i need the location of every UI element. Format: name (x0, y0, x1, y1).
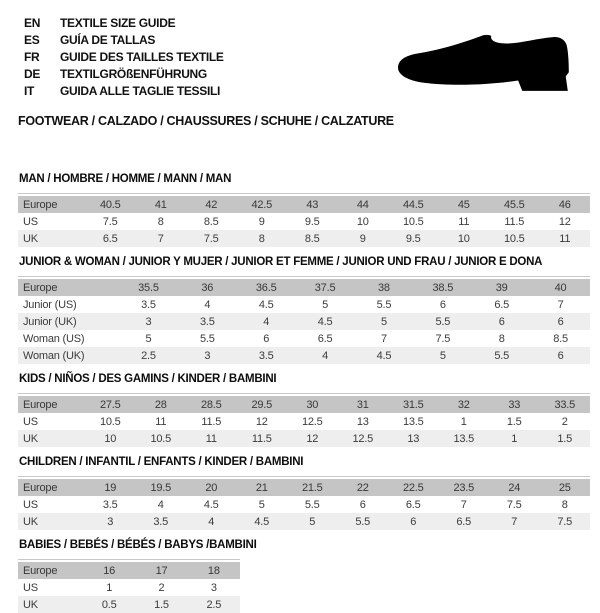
size-cell: 8 (561, 498, 568, 511)
section-title: MAN / HOMBRE / HOMME / MANN / MAN (19, 173, 232, 185)
size-cell: 1.5 (154, 598, 169, 611)
table-row (18, 496, 590, 513)
size-cell: 3 (210, 581, 217, 594)
size-cell: 5.5 (199, 332, 215, 345)
size-cell: 30 (306, 398, 319, 411)
size-cell: 33.5 (554, 398, 576, 411)
size-cell: 7 (557, 298, 564, 311)
size-cell: 1 (106, 581, 113, 594)
row-label: US (23, 215, 38, 228)
size-cell: 22.5 (402, 481, 424, 494)
language-code: EN (24, 16, 41, 30)
size-cell: 1.5 (557, 432, 573, 445)
row-label: Europe (23, 198, 58, 211)
size-cell: 13.5 (453, 432, 475, 445)
language-title: GUÍA DE TALLAS (60, 33, 156, 47)
size-cell: 1 (460, 415, 467, 428)
size-cell: 13.5 (402, 415, 424, 428)
row-label: US (23, 581, 38, 594)
language-code: FR (24, 50, 40, 64)
size-cell: 1.5 (506, 415, 522, 428)
size-cell: 44 (356, 198, 369, 211)
size-table-junior-woman (18, 279, 590, 364)
size-cell: 4.5 (317, 315, 333, 328)
size-cell: 11.5 (201, 415, 222, 428)
size-cell: 16 (103, 564, 116, 577)
size-cell: 21.5 (301, 481, 323, 494)
size-cell: 6 (359, 498, 366, 511)
size-cell: 41 (154, 198, 167, 211)
size-cell: 5.5 (376, 298, 392, 311)
table-row (18, 196, 590, 213)
size-table-babies (18, 562, 240, 613)
table-top-rule (18, 476, 590, 477)
section-children (18, 455, 590, 530)
size-cell: 39 (495, 281, 508, 294)
size-cell: 45.5 (503, 198, 525, 211)
size-cell: 4 (263, 315, 270, 328)
size-cell: 3 (145, 315, 152, 328)
size-cell: 7 (380, 332, 387, 345)
row-label: US (23, 498, 38, 511)
category-line: FOOTWEAR / CALZADO / CHAUSSURES / SCHUHE / CALZATURE (18, 114, 394, 128)
size-cell: 1 (511, 432, 518, 445)
table-row (18, 579, 240, 596)
size-cell: 10.5 (99, 415, 121, 428)
size-cell: 12.5 (301, 415, 323, 428)
size-cell: 6.5 (494, 298, 510, 311)
section-kids (18, 372, 590, 447)
size-cell: 17 (155, 564, 168, 577)
size-cell: 19 (104, 481, 117, 494)
size-cell: 2 (158, 581, 165, 594)
row-label: UK (23, 232, 38, 245)
size-cell: 35.5 (138, 281, 159, 294)
size-cell: 33 (508, 398, 521, 411)
table-row (18, 596, 240, 613)
size-cell: 7.5 (435, 332, 451, 345)
size-cell: 9.5 (304, 215, 320, 228)
size-cell: 13 (407, 432, 420, 445)
size-cell: 44.5 (402, 198, 424, 211)
size-cell: 4 (208, 515, 215, 528)
size-cell: 45 (457, 198, 470, 211)
section-title: JUNIOR & WOMAN / JUNIOR Y MUJER / JUNIOR ET FEMME / JUNIOR UND FRAU / JUNIOR E DONA (19, 256, 543, 268)
size-table-children (18, 479, 590, 530)
table-top-rule (18, 393, 590, 394)
table-row (18, 213, 590, 230)
size-cell: 28 (154, 398, 167, 411)
size-cell: 5 (322, 298, 329, 311)
size-cell: 18 (207, 564, 220, 577)
section-junior-woman (18, 255, 590, 364)
size-cell: 10 (457, 232, 470, 245)
size-cell: 6.5 (317, 332, 333, 345)
size-cell: 24 (508, 481, 521, 494)
dress-shoe-icon (394, 30, 574, 98)
size-cell: 46 (558, 198, 571, 211)
row-label: Woman (US) (23, 332, 85, 345)
size-cell: 10.5 (402, 215, 424, 228)
size-cell: 12 (558, 215, 571, 228)
size-cell: 7 (157, 232, 164, 245)
size-cell: 5.5 (435, 315, 451, 328)
table-top-rule (18, 276, 590, 277)
row-label: UK (23, 598, 38, 611)
size-cell: 42.5 (251, 198, 273, 211)
size-cell: 6 (557, 315, 564, 328)
size-cell: 32 (457, 398, 470, 411)
section-title: KIDS / NIÑOS / DES GAMINS / KINDER / BAMBINI (19, 373, 277, 385)
size-cell: 22 (356, 481, 369, 494)
size-table-man (18, 196, 590, 247)
size-cell: 12 (255, 415, 268, 428)
language-code: IT (24, 84, 35, 98)
language-title: TEXTILGRÖßENFÜHRUNG (60, 67, 207, 81)
size-cell: 5 (439, 349, 446, 362)
size-cell: 4.5 (376, 349, 392, 362)
size-cell: 5 (145, 332, 152, 345)
size-cell: 8 (258, 232, 265, 245)
size-cell: 7 (460, 498, 467, 511)
row-label: UK (23, 515, 38, 528)
size-cell: 9 (258, 215, 265, 228)
size-cell: 11 (205, 432, 217, 445)
size-cell: 29.5 (251, 398, 273, 411)
size-cell: 25 (558, 481, 571, 494)
table-top-rule (18, 559, 240, 560)
size-cell: 38.5 (432, 281, 454, 294)
size-cell: 21 (255, 481, 268, 494)
size-cell: 6.5 (405, 498, 421, 511)
size-cell: 2.5 (141, 349, 156, 362)
size-cell: 19.5 (150, 481, 172, 494)
table-row (18, 396, 590, 413)
size-cell: 8 (157, 215, 164, 228)
size-cell: 12.5 (352, 432, 374, 445)
row-label: Europe (23, 564, 58, 577)
table-row (18, 279, 590, 296)
size-cell: 5.5 (355, 515, 371, 528)
size-cell: 6 (410, 515, 417, 528)
size-cell: 3 (107, 515, 114, 528)
size-cell: 36 (201, 281, 214, 294)
size-cell: 5 (258, 498, 265, 511)
size-cell: 27.5 (99, 398, 121, 411)
section-title: CHILDREN / INFANTIL / ENFANTS / KINDER / BAMBINI (19, 456, 304, 468)
size-cell: 8.5 (203, 215, 219, 228)
size-cell: 3.5 (258, 349, 274, 362)
size-cell: 4.5 (203, 498, 219, 511)
size-cell: 5 (380, 315, 387, 328)
size-cell: 31.5 (402, 398, 424, 411)
size-cell: 11 (155, 415, 167, 428)
row-label: UK (23, 432, 38, 445)
table-row (18, 430, 590, 447)
size-cell: 5.5 (304, 498, 320, 511)
size-cell: 40 (554, 281, 567, 294)
row-label: Woman (UK) (23, 349, 85, 362)
table-row (18, 313, 590, 330)
size-cell: 2.5 (206, 598, 222, 611)
row-label: Junior (US) (23, 298, 77, 311)
size-cell: 8.5 (553, 332, 568, 345)
size-cell: 6 (557, 349, 564, 362)
size-cell: 4.5 (258, 298, 274, 311)
size-cell: 10 (356, 215, 369, 228)
size-cell: 6 (439, 298, 446, 311)
table-row (18, 330, 590, 347)
size-cell: 8 (498, 332, 505, 345)
size-cell: 31 (356, 398, 369, 411)
size-cell: 28.5 (200, 398, 222, 411)
size-cell: 3.5 (141, 298, 156, 311)
table-row (18, 479, 590, 496)
row-label: Europe (23, 481, 58, 494)
size-cell: 9 (359, 232, 366, 245)
size-cell: 38 (378, 281, 390, 294)
section-babies (18, 538, 257, 613)
size-cell: 4 (157, 498, 164, 511)
size-cell: 40.5 (99, 198, 121, 211)
table-top-rule (18, 193, 590, 194)
table-row (18, 562, 240, 579)
size-cell: 7.5 (557, 515, 573, 528)
size-cell: 43 (306, 198, 319, 211)
language-code: DE (24, 67, 41, 81)
table-row (18, 230, 590, 247)
size-cell: 3.5 (153, 515, 169, 528)
size-cell: 5.5 (494, 349, 510, 362)
size-cell: 37.5 (314, 281, 336, 294)
size-cell: 4.5 (254, 515, 270, 528)
size-cell: 0.5 (101, 598, 117, 611)
size-table-kids (18, 396, 590, 447)
table-row (18, 296, 590, 313)
size-cell: 8.5 (304, 232, 320, 245)
size-cell: 6.5 (102, 232, 118, 245)
size-cell: 6 (498, 315, 505, 328)
size-cell: 23.5 (453, 481, 475, 494)
size-cell: 11.5 (504, 215, 525, 228)
size-cell: 10.5 (150, 432, 172, 445)
row-label: Europe (23, 281, 58, 294)
language-title: TEXTILE SIZE GUIDE (60, 16, 176, 30)
size-cell: 6 (263, 332, 270, 345)
size-cell: 3 (204, 349, 211, 362)
row-label: US (23, 415, 38, 428)
table-row (18, 513, 590, 530)
section-man (18, 172, 590, 247)
size-cell: 6.5 (456, 515, 472, 528)
section-title: BABIES / BEBÉS / BÉBÉS / BABYS /BAMBINI (19, 539, 257, 551)
size-cell: 36.5 (255, 281, 277, 294)
size-cell: 10 (104, 432, 117, 445)
size-cell: 7 (511, 515, 518, 528)
size-cell: 3.5 (102, 498, 118, 511)
size-cell: 4 (204, 298, 211, 311)
size-cell: 42 (205, 198, 218, 211)
size-cell: 4 (322, 349, 329, 362)
size-cell: 3.5 (199, 315, 215, 328)
row-label: Europe (23, 398, 58, 411)
size-cell: 20 (205, 481, 218, 494)
size-cell: 9.5 (405, 232, 421, 245)
size-cell: 11 (559, 232, 571, 245)
size-cell: 5 (309, 515, 316, 528)
table-row (18, 347, 590, 364)
table-row (18, 413, 590, 430)
size-cell: 12 (306, 432, 319, 445)
language-title: GUIDE DES TAILLES TEXTILE (60, 50, 224, 64)
size-cell: 7.5 (203, 232, 219, 245)
size-cell: 7.5 (102, 215, 118, 228)
size-cell: 11.5 (251, 432, 272, 445)
size-cell: 7.5 (506, 498, 522, 511)
size-cell: 2 (561, 415, 568, 428)
size-cell: 13 (356, 415, 369, 428)
row-label: Junior (UK) (23, 315, 77, 328)
size-cell: 11 (458, 215, 470, 228)
language-code: ES (24, 33, 40, 47)
size-cell: 10.5 (503, 232, 525, 245)
language-title: GUIDA ALLE TAGLIE TESSILI (60, 84, 221, 98)
